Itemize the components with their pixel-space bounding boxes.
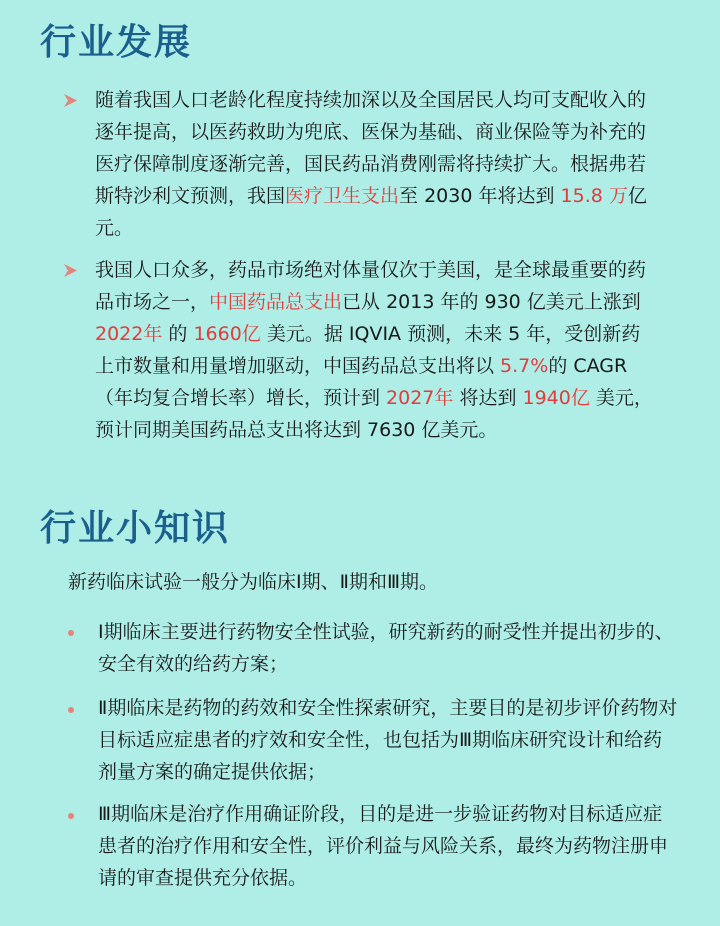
highlight-15-8: 15.8 万 bbox=[560, 185, 628, 207]
list-item-phase-1: Ⅰ期临床主要进行药物安全性试验，研究新药的耐受性并提出初步的、安全有效的给药方案； bbox=[98, 621, 674, 675]
paragraph-drug-market: 我国人口众多，药品市场绝对体量仅次于美国，是全球最重要的药品市场之一，中国药品总支出已从 2013 年的 930 亿美元上涨到 2022年 的 1660亿 美元。据 IQVIA 预测，未来 5 年，受创新药上市数量和用量增加驱动，中国药品总支出将以 5.7%的 CAGR（年均复合增长率）增长，预计到 2027年 将达到 1940亿 美元，预计同期美国药品总支出将达到 7630 亿美元。 bbox=[95, 259, 653, 441]
highlight-1660: 1660亿 bbox=[193, 323, 261, 345]
highlight-1940: 1940亿 bbox=[522, 387, 590, 409]
dot-bullet-icon bbox=[68, 707, 74, 713]
arrow-bullet-icon bbox=[64, 94, 77, 107]
highlight-cagr: 5.7% bbox=[500, 355, 549, 377]
highlight-health-expenditure: 医疗卫生支出 bbox=[285, 185, 400, 207]
dot-bullet-icon bbox=[68, 813, 74, 819]
knowledge-intro: 新药临床试验一般分为临床Ⅰ期、Ⅱ期和Ⅲ期。 bbox=[68, 571, 439, 593]
paragraph-health-expenditure: 随着我国人口老龄化程度持续加深以及全国居民人均可支配收入的逐年提高，以医药救助为兜底、医保为基础、商业保险等为补充的医疗保障制度逐渐完善，国民药品消费刚需将持续扩大。根据弗若斯特沙利文预测，我国医疗卫生支出至 2030 年将达到 15.8 万亿元。 bbox=[95, 89, 647, 239]
highlight-2027: 2027年 bbox=[386, 387, 454, 409]
highlight-2022: 2022年 bbox=[95, 323, 163, 345]
list-item-phase-3: Ⅲ期临床是治疗作用确证阶段，目的是进一步验证药物对目标适应症患者的治疗作用和安全性，评价利益与风险关系，最终为药物注册申请的审查提供充分依据。 bbox=[98, 803, 669, 889]
section-title-industry-development: 行业发展 bbox=[40, 22, 193, 63]
highlight-total-drug-spending: 中国药品总支出 bbox=[209, 291, 343, 313]
dot-bullet-icon bbox=[68, 630, 74, 636]
list-item-phase-2: Ⅱ期临床是药物的药效和安全性探索研究，主要目的是初步评价药物对目标适应症患者的疗效和安全性，也包括为Ⅲ期临床研究设计和给药剂量方案的确定提供依据； bbox=[98, 697, 678, 783]
arrow-bullet-icon bbox=[64, 264, 77, 277]
section-title-industry-knowledge: 行业小知识 bbox=[40, 508, 231, 549]
